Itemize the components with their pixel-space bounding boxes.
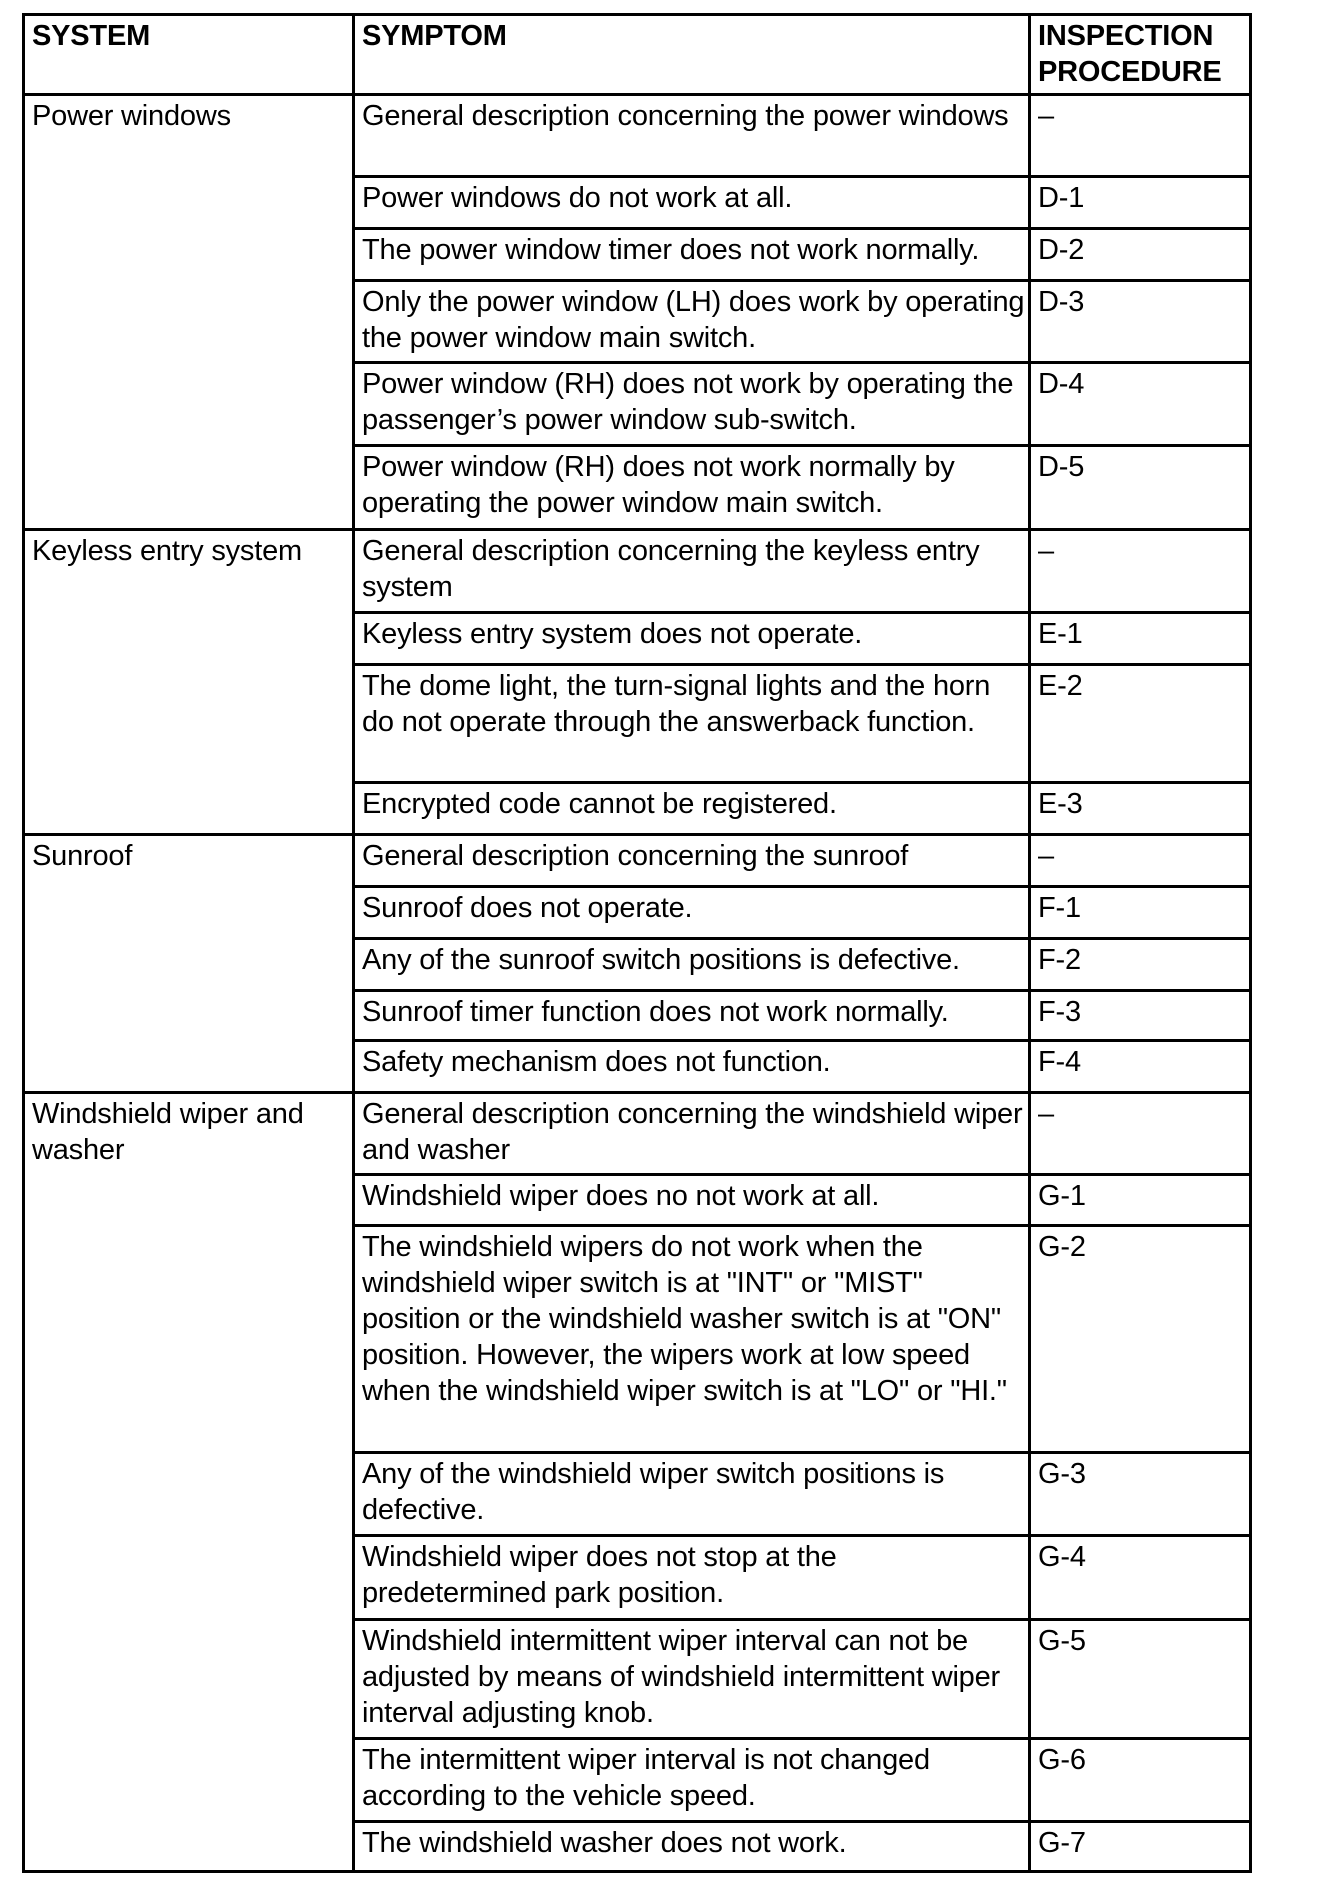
inspection-procedure-cell: D-5 [1038, 451, 1085, 483]
symptom-cell: Windshield wiper does no not work at all. [362, 1180, 880, 1212]
symptom-cell: Any of the sunroof switch positions is defective. [362, 944, 960, 976]
inspection-procedure-cell: G-3 [1038, 1458, 1086, 1490]
inspection-procedure-cell: G-5 [1038, 1625, 1086, 1657]
inspection-procedure-cell: F-3 [1038, 996, 1081, 1028]
inspection-procedure-cell: D-3 [1038, 286, 1085, 318]
symptom-cell: Windshield wiper does not stop at the predetermined park position. [362, 1541, 837, 1609]
symptom-cell: General description concerning the power windows [362, 100, 1009, 132]
inspection-procedure-cell: E-2 [1038, 670, 1083, 702]
symptom-cell: Windshield intermittent wiper interval can not be adjusted by means of windshield intermittent wiper interval adjusting knob. [362, 1625, 1000, 1729]
symptom-cell: Any of the windshield wiper switch positions is defective. [362, 1458, 945, 1526]
symptom-cell: General description concerning the windshield wiper and washer [362, 1098, 1023, 1166]
inspection-procedure-cell: – [1038, 1098, 1054, 1130]
header-symptom: SYMPTOM [362, 20, 507, 52]
symptom-cell: The intermittent wiper interval is not changed according to the vehicle speed. [362, 1744, 930, 1812]
symptom-cell: The windshield washer does not work. [362, 1827, 847, 1859]
inspection-procedure-cell: – [1038, 535, 1054, 567]
symptom-cell: The power window timer does not work normally. [362, 234, 980, 266]
symptom-cell: Power window (RH) does not work by operating the passenger’s power window sub-switch. [362, 368, 1014, 436]
inspection-procedure-cell: G-4 [1038, 1541, 1086, 1573]
symptom-cell: Sunroof timer function does not work normally. [362, 996, 949, 1028]
inspection-procedure-cell: G-6 [1038, 1744, 1086, 1776]
inspection-procedure-cell: G-7 [1038, 1827, 1086, 1859]
symptom-cell: Only the power window (LH) does work by operating the power window main switch. [362, 286, 1025, 354]
symptom-cell: Power window (RH) does not work normally by operating the power window main switch. [362, 451, 955, 519]
inspection-procedure-cell: G-2 [1038, 1231, 1086, 1263]
symptom-cell: Sunroof does not operate. [362, 892, 693, 924]
inspection-procedure-cell: D-4 [1038, 368, 1085, 400]
inspection-procedure-cell: E-3 [1038, 788, 1083, 820]
inspection-procedure-cell: D-2 [1038, 234, 1085, 266]
inspection-procedure-cell: F-4 [1038, 1046, 1081, 1078]
inspection-procedure-cell: F-2 [1038, 944, 1081, 976]
system-cell: Keyless entry system [32, 535, 302, 567]
symptom-cell: The dome light, the turn-signal lights and the horn do not operate through the answerback function. [362, 670, 991, 738]
header-inspection-procedure: INSPECTION PROCEDURE [1038, 20, 1222, 88]
symptom-cell: Power windows do not work at all. [362, 182, 793, 214]
inspection-procedure-cell: – [1038, 100, 1054, 132]
symptom-cell: Safety mechanism does not function. [362, 1046, 831, 1078]
inspection-procedure-cell: F-1 [1038, 892, 1081, 924]
symptom-cell: General description concerning the sunroof [362, 840, 909, 872]
inspection-procedure-cell: – [1038, 840, 1054, 872]
inspection-procedure-cell: E-1 [1038, 618, 1083, 650]
symptom-cell: General description concerning the keyless entry system [362, 535, 980, 603]
symptom-cell: The windshield wipers do not work when the windshield wiper switch is at "INT" or "MIST" position or the windshield washer switch is at "ON" position. However, the wipers work at low speed when the windshield wiper switch is at "LO" or "HI." [362, 1231, 1007, 1407]
inspection-procedure-cell: G-1 [1038, 1180, 1086, 1212]
system-cell: Sunroof [32, 840, 133, 872]
symptom-cell: Keyless entry system does not operate. [362, 618, 863, 650]
inspection-table [22, 13, 1252, 1873]
inspection-procedure-cell: D-1 [1038, 182, 1085, 214]
symptom-cell: Encrypted code cannot be registered. [362, 788, 837, 820]
system-cell: Windshield wiper and washer [32, 1098, 304, 1166]
header-system: SYSTEM [32, 20, 151, 52]
system-cell: Power windows [32, 100, 231, 132]
